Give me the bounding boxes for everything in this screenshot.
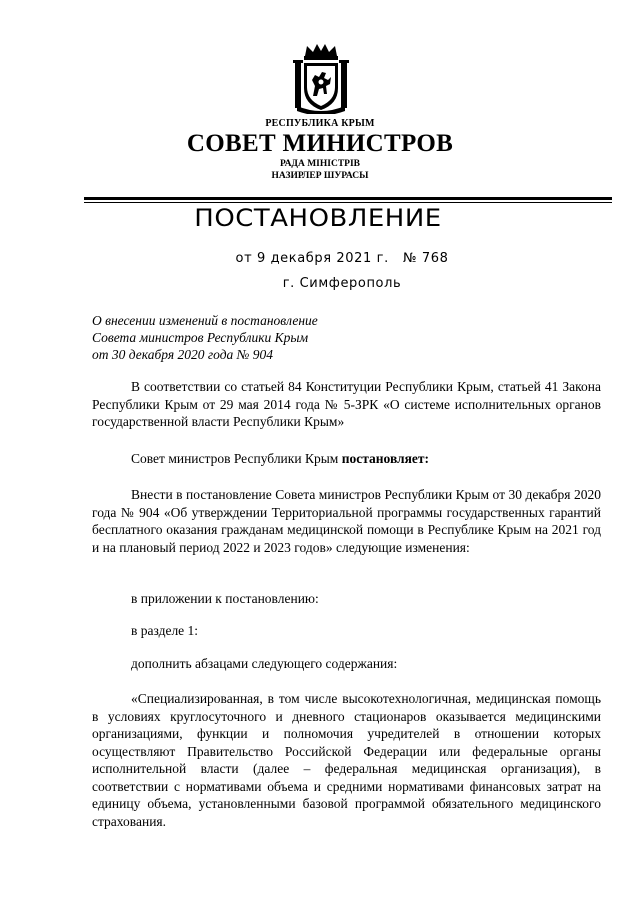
- body-paragraph-amend: Внести в постановление Совета министров Республики Крым от 30 декабря 2020 года № 904 «Об утверждении Территориальной программы государственных гарантий бесплатного оказания гражданам медицинской помощи в Республике Крым на 2021 год и на плановый период 2022 и 2023 годов» следующие изменения:: [92, 487, 601, 555]
- crimea-coat-of-arms-icon: [293, 42, 349, 114]
- subject-line: О внесении изменений в постановление: [92, 313, 318, 328]
- body-paragraph-section: в разделе 1:: [131, 623, 199, 638]
- decree-title: ПОСТАНОВЛЕНИЕ: [194, 204, 442, 232]
- body-paragraph-appendix: в приложении к постановлению:: [131, 591, 319, 606]
- body-paragraph-quote: «Специализированная, в том числе высокотехнологичная, медицинская помощь в условиях круглосуточного и дневного стационаров оказывается медицинскими организациями, функции и полномочия учредителей в отношении которых осуществляют Правительство Российской Федерации или федеральные органы исполнительной власти (далее – федеральная медицинская организация), в соответствии с нормативами объема и средними нормативами финансовых затрат на единицу объема, установленными базовой программой обязательного медицинского страхования.: [92, 691, 601, 829]
- header-nazirler: НАЗИРЛЕР ШУРАСЫ: [271, 171, 369, 181]
- subject-line: от 30 декабря 2020 года № 904: [92, 347, 273, 362]
- header-council: СОВЕТ МИНИСТРОВ: [186, 130, 454, 157]
- decree-subject: [92, 312, 392, 363]
- header-divider-thin: [84, 202, 612, 203]
- resolves-text: Совет министров Республики Крым: [131, 451, 342, 466]
- header-republic: РЕСПУБЛИКА КРЫМ: [265, 118, 375, 129]
- body-paragraph-legal-basis: В соответствии со статьей 84 Конституции Республики Крым, статьей 41 Закона Республики Крым от 29 мая 2014 года № 5-ЗРК «О системе исполнительных органов государственной власти Республики Крым»: [92, 379, 601, 429]
- subject-line: Совета министров Республики Крым: [92, 330, 309, 345]
- header-rada: РАДА МІНІСТРІВ: [279, 159, 360, 169]
- decree-date-number: от 9 декабря 2021 г. № 768: [235, 251, 449, 266]
- body-paragraph-supplement: дополнить абзацами следующего содержания:: [131, 656, 398, 671]
- header-divider-thick: [84, 197, 612, 200]
- body-paragraph-resolves: [92, 450, 640, 468]
- resolves-keyword: постановляет:: [341, 451, 430, 466]
- decree-city: г. Симферополь: [282, 276, 402, 291]
